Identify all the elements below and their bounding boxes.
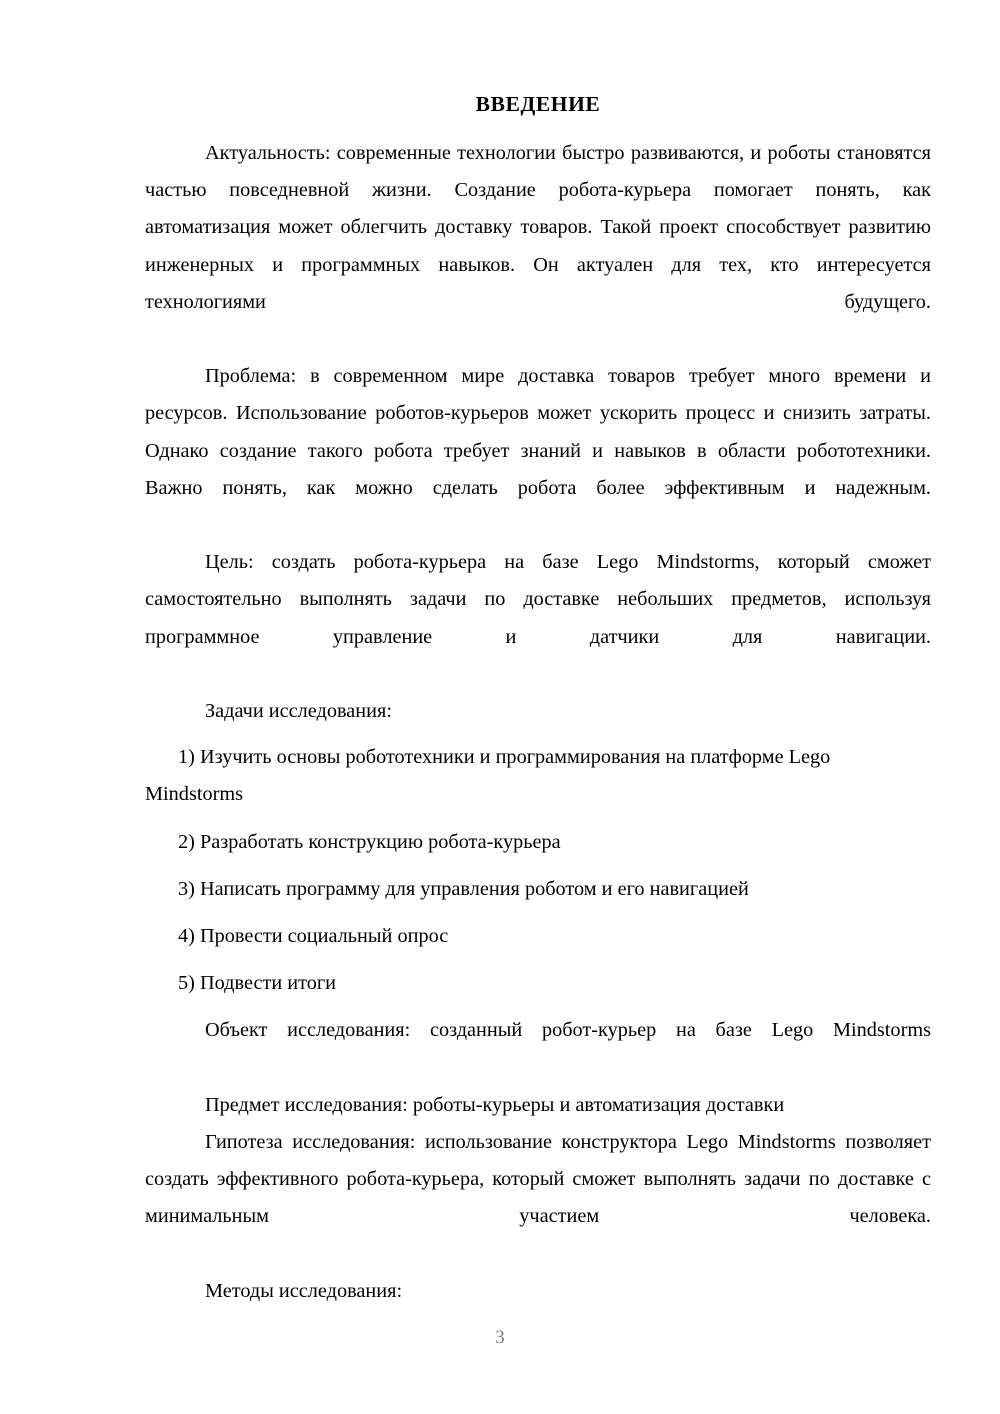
- list-item: 1) Изучить основы робототехники и программирования на платформе Lego Mindstorms: [145, 746, 831, 806]
- paragraph-hypothesis: Гипотеза исследования: использование конструктора Lego Mindstorms позволяет создать эффективного робота-курьера, который сможет выполнять задачи по доставке с минимальным участием человека.: [145, 1131, 931, 1228]
- tasks-heading: Задачи исследования:: [205, 700, 392, 723]
- list-item: 5) Подвести итоги: [178, 972, 337, 995]
- paragraph-problem: Проблема: в современном мире доставка товаров требует много времени и ресурсов. Использование роботов-курьеров может ускорить процесс и снизить затраты. Однако создание такого робота требует знаний и навыков в области робототехники. Важно понять, как можно сделать робота более эффективным и надежным.: [145, 365, 931, 499]
- list-item: 4) Провести социальный опрос: [178, 925, 449, 948]
- paragraph-relevance: Актуальность: современные технологии быстро развиваются, и роботы становятся частью повседневной жизни. Создание робота-курьера помогает понять, как автоматизация может облегчить доставку товаров. Такой проект способствует развитию инженерных и программных навыков. Он актуален для тех, кто интересуется технологиями будущего.: [145, 142, 931, 313]
- paragraph-subject: Предмет исследования: роботы-курьеры и автоматизация доставки: [205, 1093, 785, 1116]
- paragraph-object: Объект исследования: созданный робот-курьер на базе Lego Mindstorms: [205, 1019, 931, 1042]
- page-content: [145, 86, 931, 1310]
- tasks-list: [145, 739, 931, 1002]
- paragraph-goal: Цель: создать робота-курьера на базе Lego Mindstorms, который сможет самостоятельно выполнять задачи по доставке небольших предметов, используя программное управление и датчики для навигации.: [145, 551, 931, 648]
- list-item: 2) Разработать конструкцию робота-курьера: [178, 830, 561, 853]
- page-title: ВВЕДЕНИЕ: [475, 92, 601, 116]
- spacer: [145, 1002, 931, 1012]
- list-item: 3) Написать программу для управления роботом и его навигацией: [178, 877, 749, 900]
- methods-heading: Методы исследования:: [205, 1279, 403, 1302]
- page-number: 3: [495, 1327, 505, 1348]
